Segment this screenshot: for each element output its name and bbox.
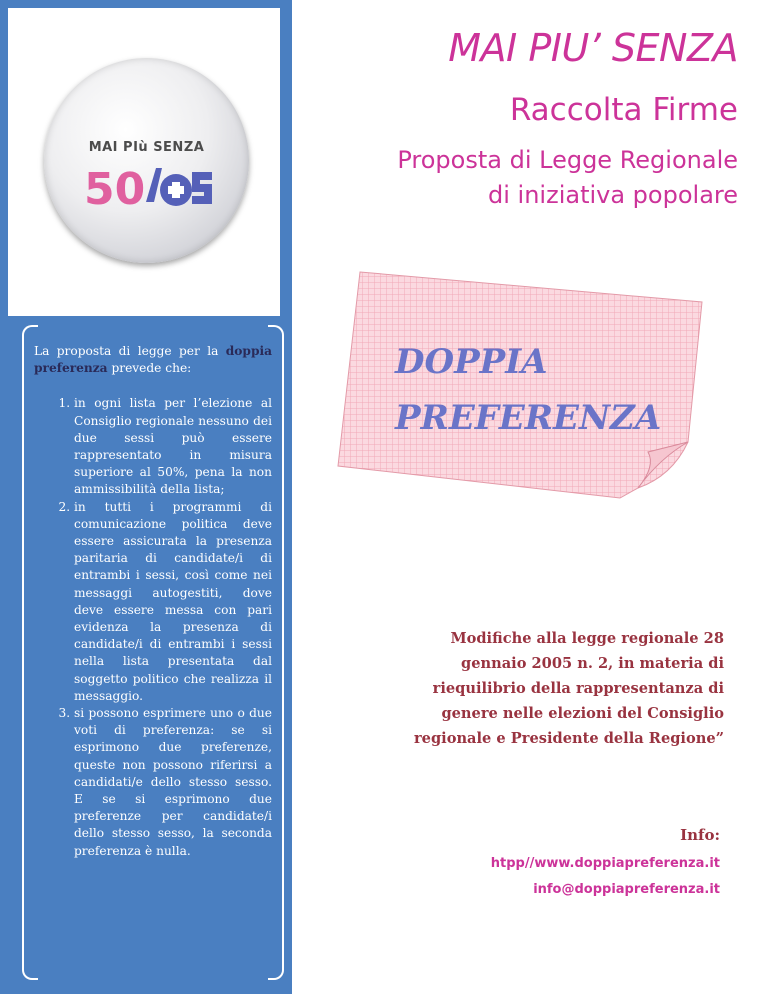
badge-logo <box>44 58 249 263</box>
intro-text: La proposta di legge per la <box>34 344 219 358</box>
sidebar <box>0 0 292 994</box>
note-line1: DOPPIA <box>395 342 548 382</box>
note-line2: PREFERENZA <box>395 398 662 438</box>
intro-bold: doppia preferenza <box>34 344 272 376</box>
website-link[interactable]: htpp//www.doppiapreferenza.it <box>490 856 720 871</box>
badge-title: MAI PIù SENZA <box>88 140 205 155</box>
proposal-list <box>34 395 272 859</box>
subtitle: Raccolta Firme <box>509 92 738 128</box>
proposal-panel <box>22 325 284 985</box>
proposal-heading <box>298 143 738 213</box>
list-item: 3. si possono esprimere uno o due voti di preferenza: se si esprimono due preferenze, queste non possono riferirsi a candidati/e dello stesso sesso. E se si esprimono due preferenze per candidate/i dello stesso sesso, la seconda preferenza è nulla. <box>74 705 272 860</box>
email-link[interactable]: info@doppiapreferenza.it <box>533 882 720 897</box>
main-title: MAI PIU’ SENZA <box>448 26 738 70</box>
badge-number: 50 <box>84 164 146 212</box>
list-item: 1. in ogni lista per l’elezione al Consiglio regionale nessuno dei due sessi può essere rappresentato in misura superiore al 50%, pena la non ammissibilità della lista; <box>74 395 272 498</box>
info-label: Info: <box>680 826 720 844</box>
list-item: 2. in tutti i programmi di comunicazione politica deve essere assicurata la presenza paritaria di candidate/i di entrambi i sessi, così come nei messaggi autogestiti, dove deve essere messa con pari evidenza la presenza di candidate/i di entrambi i sessi nella lista presentata dal soggetto politico che realizza il messaggio. <box>74 499 272 705</box>
note-text <box>395 334 661 446</box>
badge-number-graphic <box>84 162 214 212</box>
proposal-heading-line1: Proposta di Legge Regionale <box>397 146 738 174</box>
law-description: Modifiche alla legge regionale 28 gennaio 2005 n. 2, in materia di riequilibrio della rappresentanza di genere nelle elezioni del Consiglio regionale e Presidente della Regione” <box>413 630 724 747</box>
logo-box <box>8 8 280 316</box>
proposal-heading-line2: di iniziativa popolare <box>488 181 738 209</box>
intro-text-end: prevede che: <box>111 361 192 376</box>
proposal-intro <box>34 343 272 377</box>
